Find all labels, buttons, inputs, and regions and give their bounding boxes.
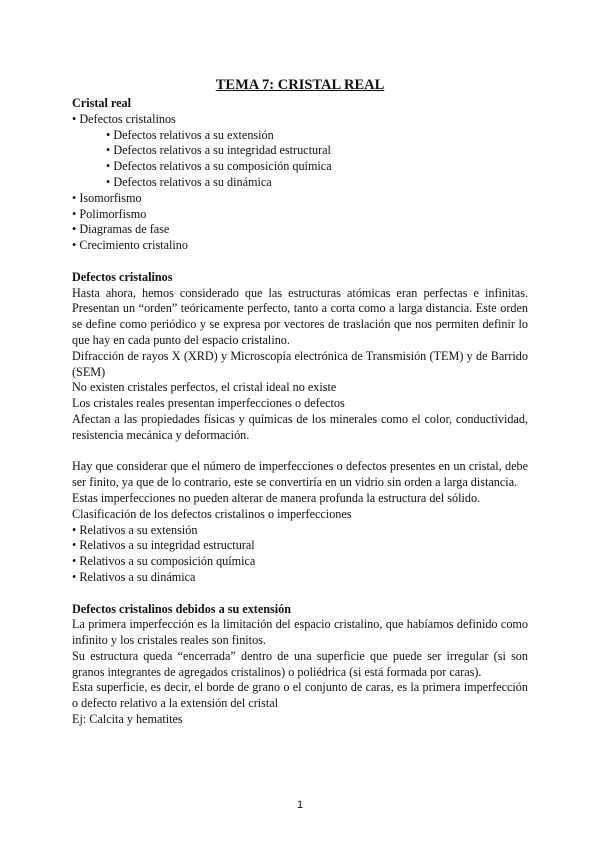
spacer <box>72 586 528 602</box>
list-item: • Isomorfismo <box>72 191 528 207</box>
sub-list-item: • Defectos relativos a su extensión <box>106 128 528 144</box>
paragraph: Ej: Calcita y hematites <box>72 712 183 727</box>
list-item: • Crecimiento cristalino <box>72 238 528 254</box>
list-item: • Defectos cristalinos <box>72 112 528 128</box>
document-title: TEMA 7: CRISTAL REAL <box>215 77 385 93</box>
paragraph: No existen cristales perfectos, el cristal ideal no existe <box>72 380 337 395</box>
paragraph: Estas imperfecciones no pueden alterar de manera profunda la estructura del sólido. <box>72 490 481 505</box>
paragraph: Su estructura queda “encerrada” dentro de una superficie que puede ser irregular (si son granos integrantes de agregados cristalinos) o poliédrica (si está formada por caras). <box>72 648 528 679</box>
list-item: • Polimorfismo <box>72 207 528 223</box>
section-heading-defectos-cristalinos: Defectos cristalinos <box>72 269 173 284</box>
paragraph: Difracción de rayos X (XRD) y Microscopía electrónica de Transmisión (TEM) y de Barrido (SEM) <box>72 348 528 379</box>
list-item: • Relativos a su integridad estructural <box>72 538 528 554</box>
paragraph: Hay que considerar que el número de imperfecciones o defectos presentes en un cristal, debe ser finito, ya que de lo contrario, este se convertiría en un vidrio sin orden a larga distancia. <box>72 459 528 490</box>
spacer <box>72 254 528 270</box>
paragraph: Hasta ahora, hemos considerado que las estructuras atómicas eran perfectas e infinitas. Presentan un “orden” teóricamente perfecto, tanto a corta como a larga distancia. Este orden se define como periódico y se expresa por vectores de traslación que nos permiten definir lo que hay en cada punto del espacio cristalino. <box>72 285 528 347</box>
sub-list-item: • Defectos relativos a su integridad estructural <box>106 143 528 159</box>
list-item: • Relativos a su dinámica <box>72 570 528 586</box>
paragraph: Clasificación de los defectos cristalinos o imperfecciones <box>72 506 352 521</box>
list-item: • Relativos a su composición química <box>72 554 528 570</box>
spacer <box>72 444 528 460</box>
sub-list-item: • Defectos relativos a su composición química <box>106 159 528 175</box>
list-item: • Diagramas de fase <box>72 222 528 238</box>
section-heading-cristal-real: Cristal real <box>72 96 132 110</box>
paragraph: Esta superficie, es decir, el borde de grano o el conjunto de caras, es la primera imperfección o defecto relativo a la extensión del cristal <box>72 680 528 711</box>
paragraph: La primera imperfección es la limitación del espacio cristalino, que habíamos definido como infinito y los cristales reales son finitos. <box>72 617 528 648</box>
paragraph: Los cristales reales presentan imperfecciones o defectos <box>72 396 345 411</box>
paragraph: Afectan a las propiedades físicas y químicas de los minerales como el color, conductividad, resistencia mecánica y deformación. <box>72 411 528 442</box>
page-number: 1 <box>296 799 304 811</box>
list-item: • Relativos a su extensión <box>72 523 528 539</box>
sub-list-item: • Defectos relativos a su dinámica <box>106 175 528 191</box>
page-content <box>72 76 528 728</box>
section-heading-extension: Defectos cristalinos debidos a su extensión <box>72 601 292 616</box>
